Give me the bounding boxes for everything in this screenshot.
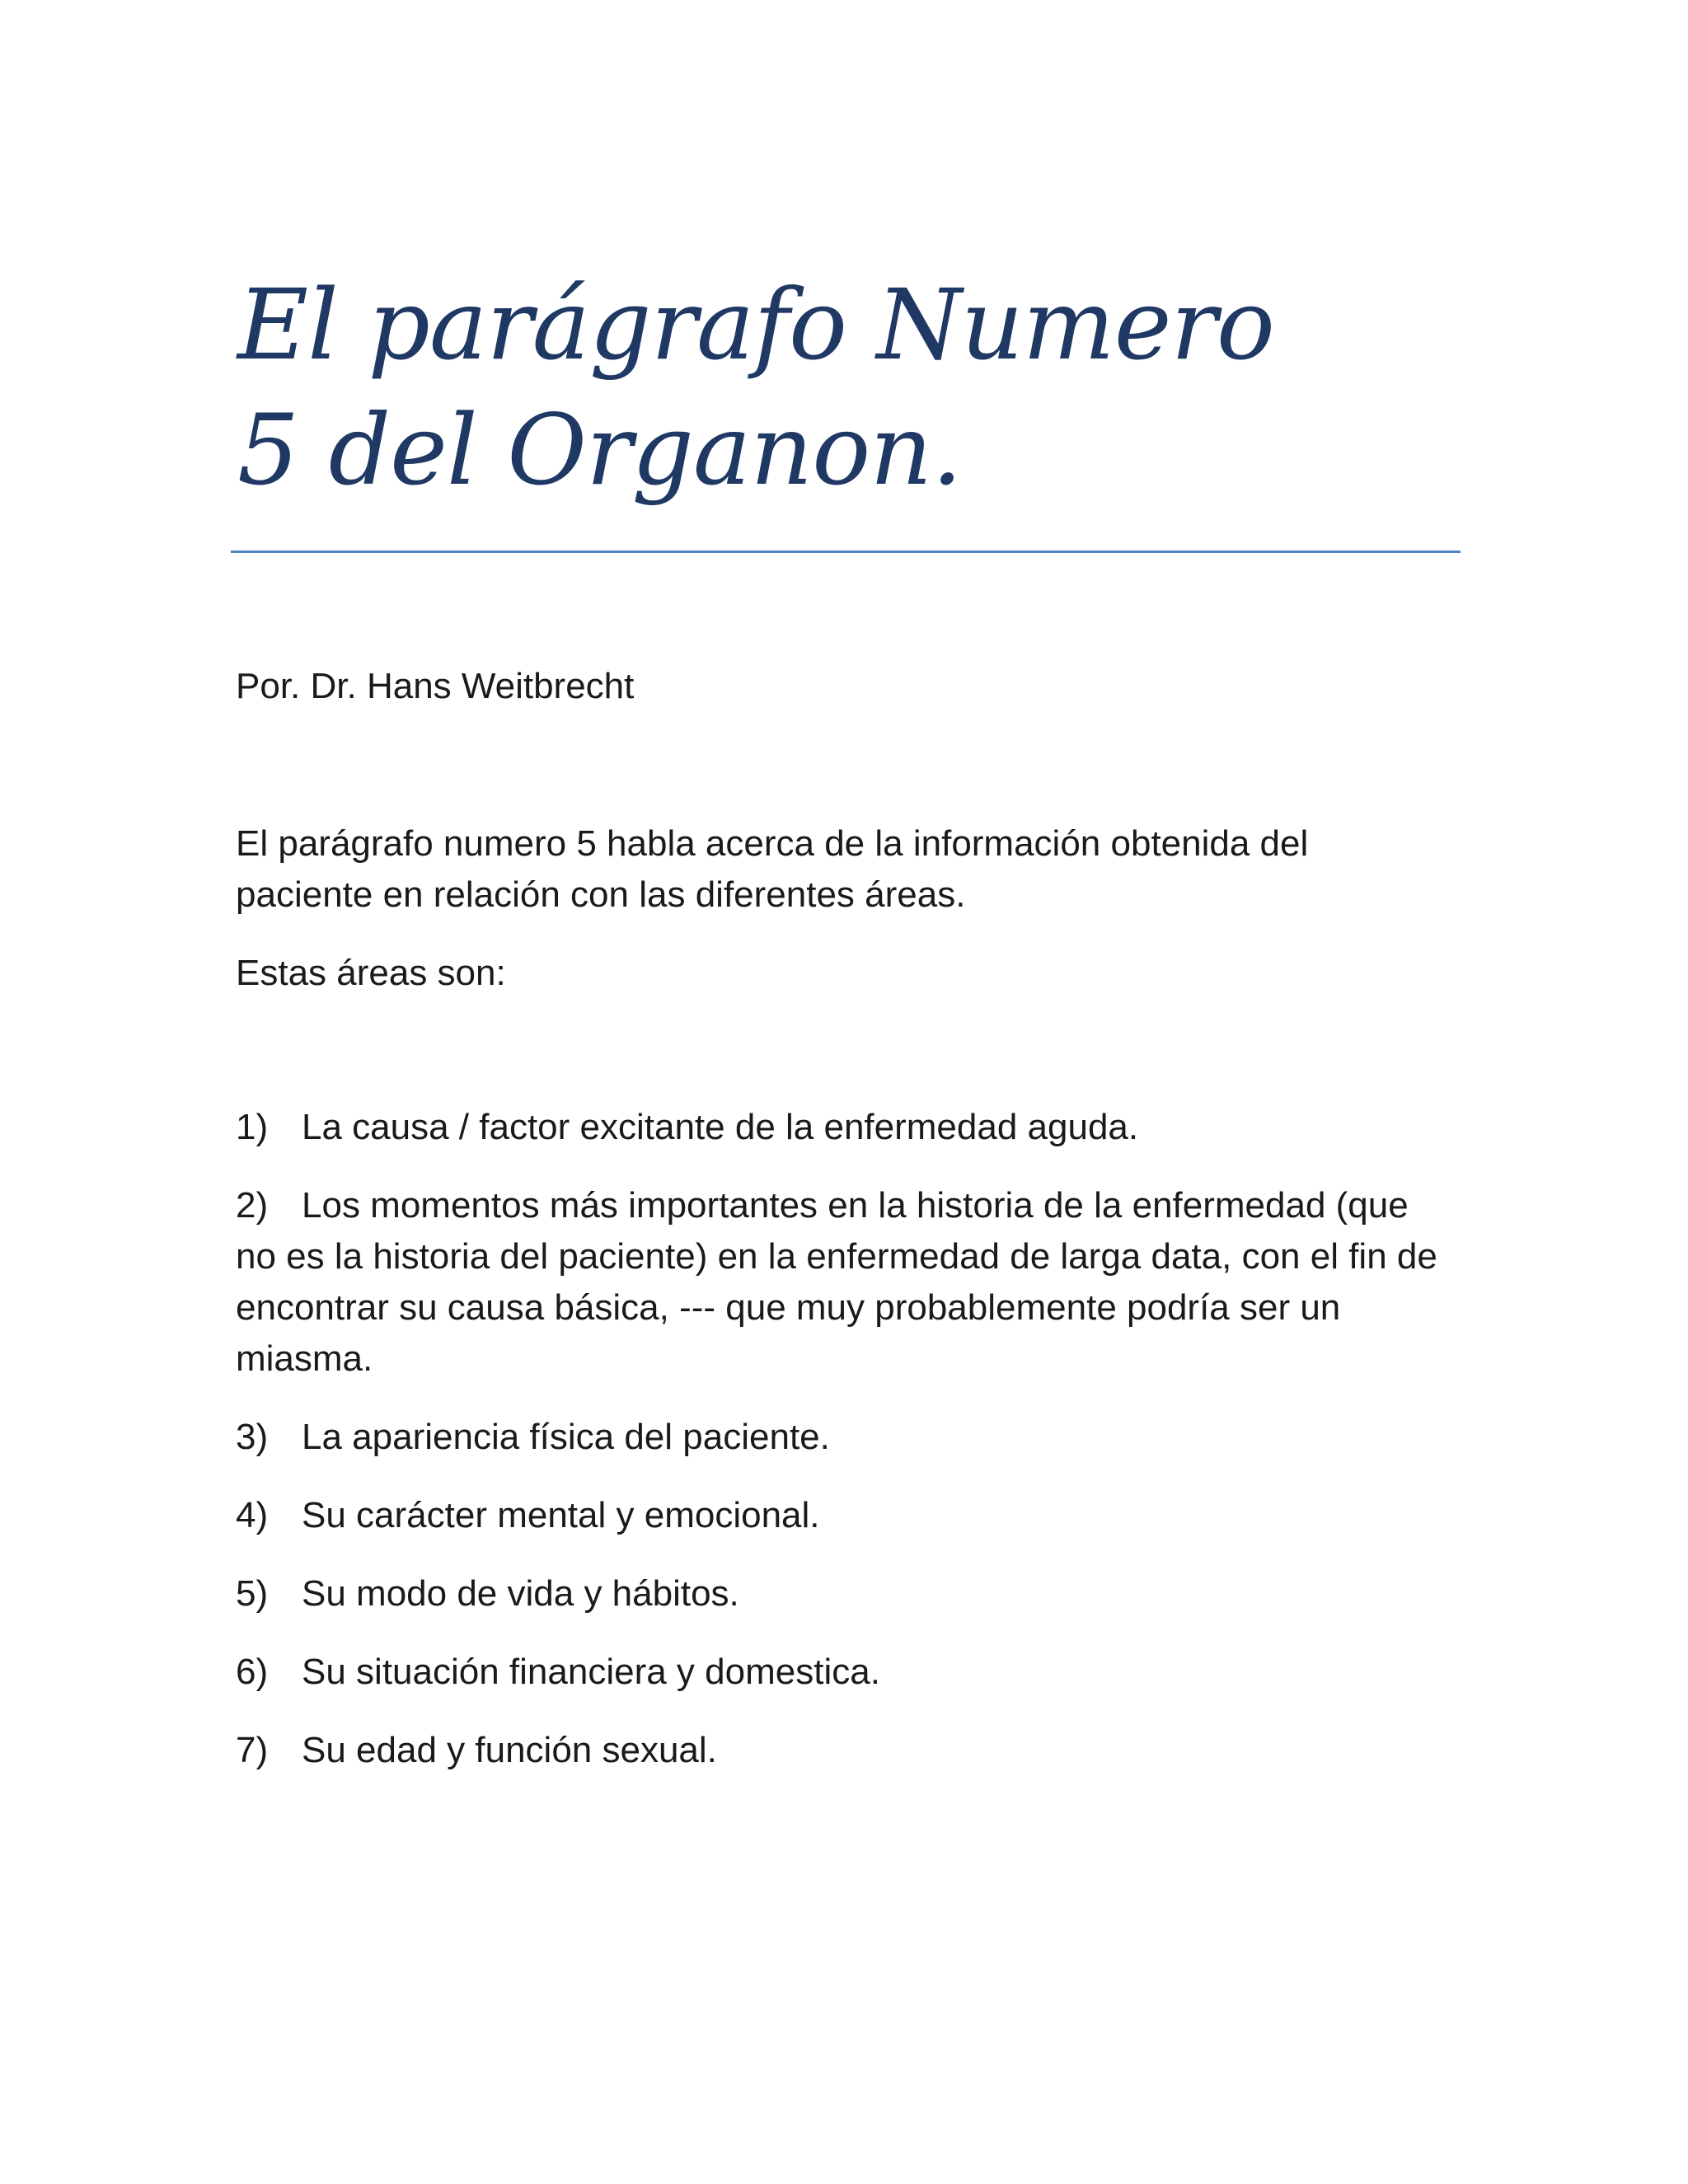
list-item-number: 1): [236, 1107, 269, 1147]
list-item: [236, 1568, 1456, 1619]
intro-paragraph: El parágrafo numero 5 habla acerca de la información obtenida del paciente en relación con las diferentes áreas.: [236, 823, 1309, 915]
list-item-text: Su situación financiera y domestica.: [302, 1652, 880, 1692]
list-item-number: 7): [236, 1730, 269, 1770]
list-item: [236, 1180, 1456, 1385]
list-item: [236, 1725, 1456, 1776]
title-line-2: 5 del Organon.: [237, 393, 962, 507]
document-title: [237, 262, 1457, 513]
list-item: [236, 1647, 1456, 1698]
list-item: [236, 1412, 1456, 1463]
areas-label: Estas áreas son:: [236, 953, 506, 993]
areas-list: [236, 1102, 1456, 1803]
list-item-number: 6): [236, 1652, 269, 1692]
list-item-text: Su carácter mental y emocional.: [302, 1495, 820, 1535]
list-item-number: 2): [236, 1185, 269, 1226]
list-item-number: 3): [236, 1417, 269, 1457]
list-item: [236, 1102, 1456, 1153]
list-item-number: 5): [236, 1573, 269, 1614]
title-line-1: El parágrafo Numero: [237, 268, 1274, 382]
list-item-text: Los momentos más importantes en la historia de la enfermedad (que no es la historia del paciente) en la enfermedad de larga data, con el fin de encontrar su causa básica, --- que muy probablemente podría ser un miasma.: [236, 1185, 1437, 1379]
list-item-text: Su edad y función sexual.: [302, 1730, 717, 1770]
list-item: [236, 1490, 1456, 1541]
list-item-text: Su modo de vida y hábitos.: [302, 1573, 739, 1614]
list-item-text: La causa / factor excitante de la enfermedad aguda.: [302, 1107, 1139, 1147]
list-item-text: La apariencia física del paciente.: [302, 1417, 830, 1457]
title-block: [237, 262, 1457, 513]
author-line: Por. Dr. Hans Weitbrecht: [236, 666, 635, 706]
title-underline: [231, 551, 1461, 553]
list-item-number: 4): [236, 1495, 269, 1535]
